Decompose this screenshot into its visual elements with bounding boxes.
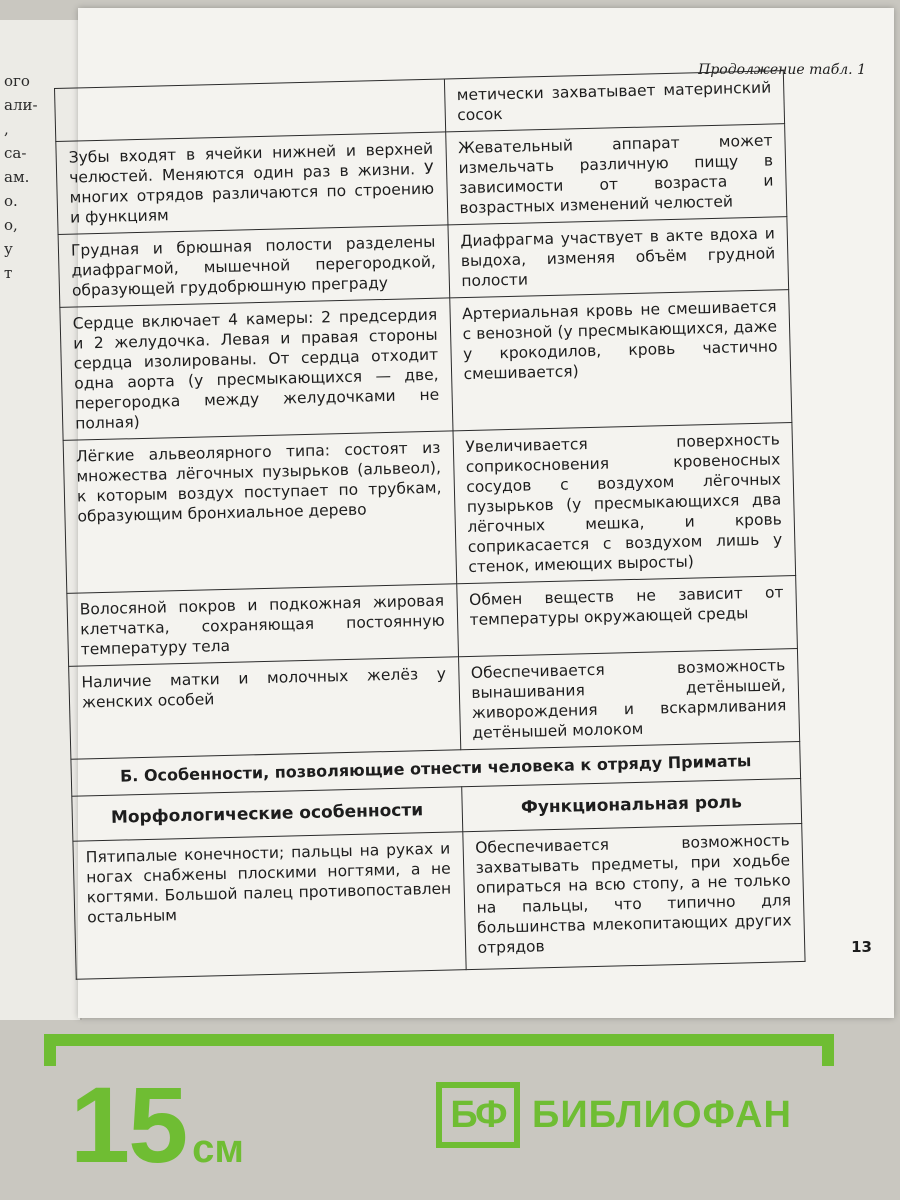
size-number: 15 bbox=[70, 1064, 187, 1185]
table-cell-left: Зубы входят в ячейки нижней и верхней челюстей. Меняются один раз в жизни. У многих отрядов различаются по строению и функциям bbox=[56, 132, 448, 234]
section-b-title: Б. Особенности, позволяющие отнести человека к отряду Приматы bbox=[71, 741, 801, 796]
table-cell-left: Пятипалые конечности; пальцы на руках и ногах снабжены плоскими ногтями, а не когтями. Большой палец противопоставлен остальным bbox=[73, 832, 466, 979]
table-cell-left: Наличие матки и молочных желёз у женских особей bbox=[69, 657, 461, 759]
book-page bbox=[68, 8, 894, 1018]
table-cell-right: Жевательный аппарат может измельчать различную пищу в зависимости от возраста и возрастных изменений челюстей bbox=[445, 124, 787, 225]
column-header-morphology: Морфологические особенности bbox=[72, 787, 462, 842]
table-container bbox=[54, 70, 806, 980]
publisher-name: БИБЛИОФАН bbox=[532, 1093, 792, 1136]
left-text-fragment: ого bbox=[4, 72, 30, 90]
table-cell-right: Увеличивается поверхность соприкосновения кровеносных сосудов с воздухом лёгочных пузырьков (у пресмыкающихся два лёгочных мешка, и кровь соприкасается с воздухом лишь у стенок, имеющих выросты) bbox=[452, 423, 795, 584]
table-cell-right: Обмен веществ не зависит от температуры окружающей среды bbox=[456, 576, 797, 657]
table-cell-right: Обеспечивается возможность вынашивания детёнышей, живорождения и вскармливания детёнышей молоком bbox=[458, 649, 800, 750]
table-row bbox=[60, 290, 792, 441]
logo-text: БФ bbox=[450, 1093, 506, 1136]
features-table bbox=[54, 70, 806, 980]
page-number: 13 bbox=[851, 938, 872, 956]
table-cell-right: Обеспечивается возможность захватывать предметы, при ходьбе опираться на всю стопу, а не только на пальцы, что типично для большинства млекопитающих других отрядов bbox=[462, 823, 805, 969]
size-unit: см bbox=[192, 1127, 244, 1171]
table-row bbox=[56, 124, 787, 235]
left-text-fragment: о, bbox=[4, 216, 18, 234]
table-row bbox=[69, 649, 800, 760]
table-cell-left: Лёгкие альвеолярного типа: состоят из множества лёгочных пузырьков (альвеол), к которым воздух поступает по трубкам, образующим бронхиальное дерево bbox=[63, 431, 456, 593]
table-cell-left bbox=[55, 79, 446, 142]
table-cell-left: Грудная и брюшная полости разделены диафрагмой, мышечной перегородкой, образующей грудобрюшную преграду bbox=[58, 225, 449, 307]
table-cell-left: Сердце включает 4 камеры: 2 предсердия и 2 желудочка. Левая и правая стороны сердца изолированы. От сердца отходит одна аорта (у пресмыкающихся — две, перегородка между желудочками не полная) bbox=[60, 298, 453, 440]
left-text-fragment: али- bbox=[4, 96, 38, 114]
size-label bbox=[70, 1062, 244, 1187]
left-text-fragment: са- bbox=[4, 144, 27, 162]
table-cell-right: Артериальная кровь не смешивается с венозной (у пресмыкающихся, даже у крокодилов, кровь частично смешивается) bbox=[449, 290, 792, 431]
table-cell-left: Волосяной покров и подкожная жировая клетчатка, сохраняющая постоянную температуру тела bbox=[67, 584, 458, 666]
publisher-brand bbox=[436, 1080, 792, 1150]
left-text-fragment: т bbox=[4, 264, 13, 282]
table-row bbox=[63, 423, 796, 594]
table-row bbox=[73, 823, 805, 979]
book-logo-icon bbox=[436, 1082, 520, 1148]
left-text-fragment: , bbox=[4, 120, 9, 138]
table-cell-right: метически захватывает материнский сосок bbox=[444, 71, 785, 132]
left-text-fragment: ам. bbox=[4, 168, 30, 186]
left-text-fragment: о. bbox=[4, 192, 18, 210]
left-text-fragment: у bbox=[4, 240, 13, 258]
table-cell-right: Диафрагма участвует в акте вдоха и выдоха, изменяя объём грудной полости bbox=[447, 217, 788, 298]
table-continuation-label: Продолжение табл. 1 bbox=[698, 62, 866, 78]
column-header-function: Функциональная роль bbox=[461, 778, 801, 831]
